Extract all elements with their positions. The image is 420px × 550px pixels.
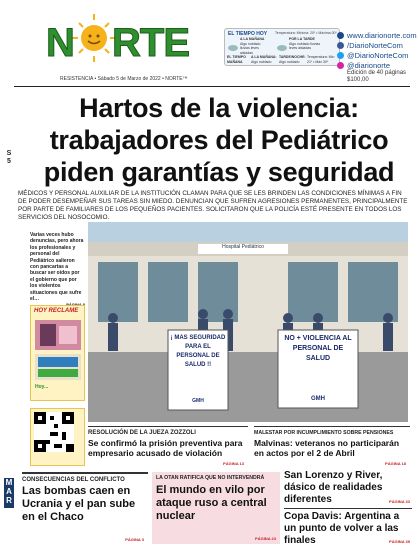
weather-temperature: Temperatura: Mínima: 20º • Máxima:30º (275, 31, 337, 35)
story-3-title: Las bombas caen en Ucrania y el pan sube en el Chaco (22, 485, 136, 523)
story-1[interactable] (88, 426, 248, 468)
side-date: S 5 (6, 150, 12, 165)
edition-info (347, 70, 406, 84)
edition-price: $100,00 (347, 77, 369, 83)
story-1-title: Se confirmó la prisión preventiva para empresario acusado de violación (88, 438, 243, 458)
story-3[interactable] (22, 472, 148, 544)
story-6[interactable] (284, 508, 412, 546)
sidebar-story[interactable] (30, 232, 85, 309)
dateline: RESISTENCIA • Sábado 5 de Marzo de 2022 • NORTE™ (60, 76, 188, 82)
cloud-rain-icon (277, 38, 287, 45)
facebook-link-text: /DiarioNorteCom (347, 41, 403, 50)
story-4-title: El mundo en vilo por ataque ruso a central nuclear (156, 484, 267, 522)
story-4[interactable] (152, 472, 280, 544)
sign-right-org: GMH (311, 396, 325, 402)
facebook-link[interactable] (347, 41, 403, 50)
qr-code-icon[interactable] (34, 412, 74, 452)
divider (14, 86, 410, 87)
story-4-page: PÁGINA 23 (255, 536, 276, 541)
story-6-title: Copa Davis: Argentina a un punto de volver a las finales (284, 511, 400, 546)
sign-left-org: GMH (192, 398, 204, 404)
weather-box (224, 28, 340, 66)
story-5-title: San Lorenzo y River, dásico de realidades diferentes (284, 470, 383, 505)
twitter-link[interactable] (347, 51, 408, 60)
story-1-kicker: RESOLUCIÓN DE LA JUEZA ZOZZOLI (88, 430, 196, 436)
web-link-text: www.diarionorte.com (347, 31, 417, 40)
story-6-page: PÁGINA 35 (389, 539, 410, 544)
sign-right-text: NO + VIOLENCIA AL PERSONAL DE SALUD (284, 335, 352, 362)
hoy-reclame-title: HOY RECLAME (34, 308, 79, 314)
instagram-link[interactable] (347, 61, 390, 70)
svg-text:RTE: RTE (112, 21, 189, 65)
main-headline[interactable]: Hartos de la violencia: trabajadores del Pediátrico piden garantías y seguridad (43, 93, 395, 187)
morning-desc: Algo nublado lluvias leves aisladas (240, 41, 261, 55)
tomorrow-morning-desc: Algo nublado (251, 59, 272, 64)
instagram-link-text: @diarionorte (347, 61, 391, 70)
story-1-page: PÁGINA 13 (223, 461, 244, 466)
sign-left-text: ¡ MAS SEGURIDAD PARA EL PERSONAL DE SALUD !! (170, 335, 226, 368)
story-3-kicker: CONSECUENCIAS DEL CONFLICTO (22, 477, 125, 483)
morning-label: A LA MAÑANA (240, 37, 265, 41)
globe-icon (337, 32, 344, 39)
twitter-icon (337, 52, 344, 59)
tomorrow-morning-label: A LA MAÑANA: (251, 55, 277, 59)
twitter-link-text: @DiarioNorteCom (347, 51, 409, 60)
story-2-kicker: MALESTAR POR INCUMPLIMIENTO SOBRE PENSIONES (254, 430, 394, 436)
main-photo (88, 222, 408, 422)
cloud-icon (228, 38, 238, 45)
hoy-reclame-footer: Hoy... (35, 384, 49, 390)
tomorrow-afternoon-desc: Algo nublado (279, 59, 300, 64)
tomorrow-afternoon-label: TARDE/NOCHE: (279, 55, 306, 59)
story-2[interactable] (254, 426, 410, 468)
newspaper-logo (42, 8, 200, 70)
story-5-page: PÁGINA 33 (389, 499, 410, 504)
tomorrow-temp: Temperatura: Mín 21º • Máx 30º (307, 55, 335, 64)
svg-text:N: N (46, 21, 75, 65)
tomorrow-label: EL TIEMPO MAÑANA (227, 55, 246, 64)
story-2-title: Malvinas: veteranos no participarán en actos por el 2 de Abril (254, 438, 400, 458)
side-month: M A R (4, 478, 14, 508)
afternoon-label: POR LA TARDE (289, 37, 315, 41)
promo-image (35, 320, 81, 350)
sidebar-story-text: Varias veces hubo denuncias, pero ahora los profesionales y personal del Pediátrico salieron con pancartas a buscar ser oídos por el gobierno que por los violentos situaciones que sufre el… (30, 232, 84, 303)
weather-title: EL TIEMPO HOY (228, 31, 268, 37)
story-4-kicker: LA OTAN RATIFICA QUE NO INTERVENDRÁ (156, 475, 265, 481)
instagram-icon (337, 62, 344, 69)
main-lead: MÉDICOS Y PERSONAL AUXILIAR DE LA INSTITUCIÓN CLAMAN PARA QUE SE LES BRINDEN LAS CONDICIONES MÍNIMAS A FIN DE PODER DESEMPEÑAR SUS TAREAS SIN MIEDO. DENUNCIAN QUE SUFREN AGRESIONES PERMANENTES, PRINCIPALMENTE POR PARTE DE FAMILIARES DE LOS PEQUEÑOS PACIENTES. SOLICITARON QUE LA POLICÍA ESTÉ PRESENTE EN TODOS LOS SERVICIOS DEL NOSOCOMIO. (18, 190, 408, 221)
facebook-icon (337, 42, 344, 49)
edition-pages: Edición de 40 páginas (347, 70, 407, 76)
story-3-page: PÁGINA 3 (125, 537, 144, 542)
story-5[interactable] (284, 470, 412, 506)
photo-banner: Hospital Pediátrico (222, 244, 264, 250)
story-2-page: PÁGINA 18 (385, 461, 406, 466)
promo-image-2 (35, 354, 81, 380)
hoy-reclame-box[interactable] (30, 305, 85, 401)
web-link[interactable] (347, 31, 417, 40)
afternoon-desc: Algo nublado lluvias leves aisladas (289, 41, 321, 50)
